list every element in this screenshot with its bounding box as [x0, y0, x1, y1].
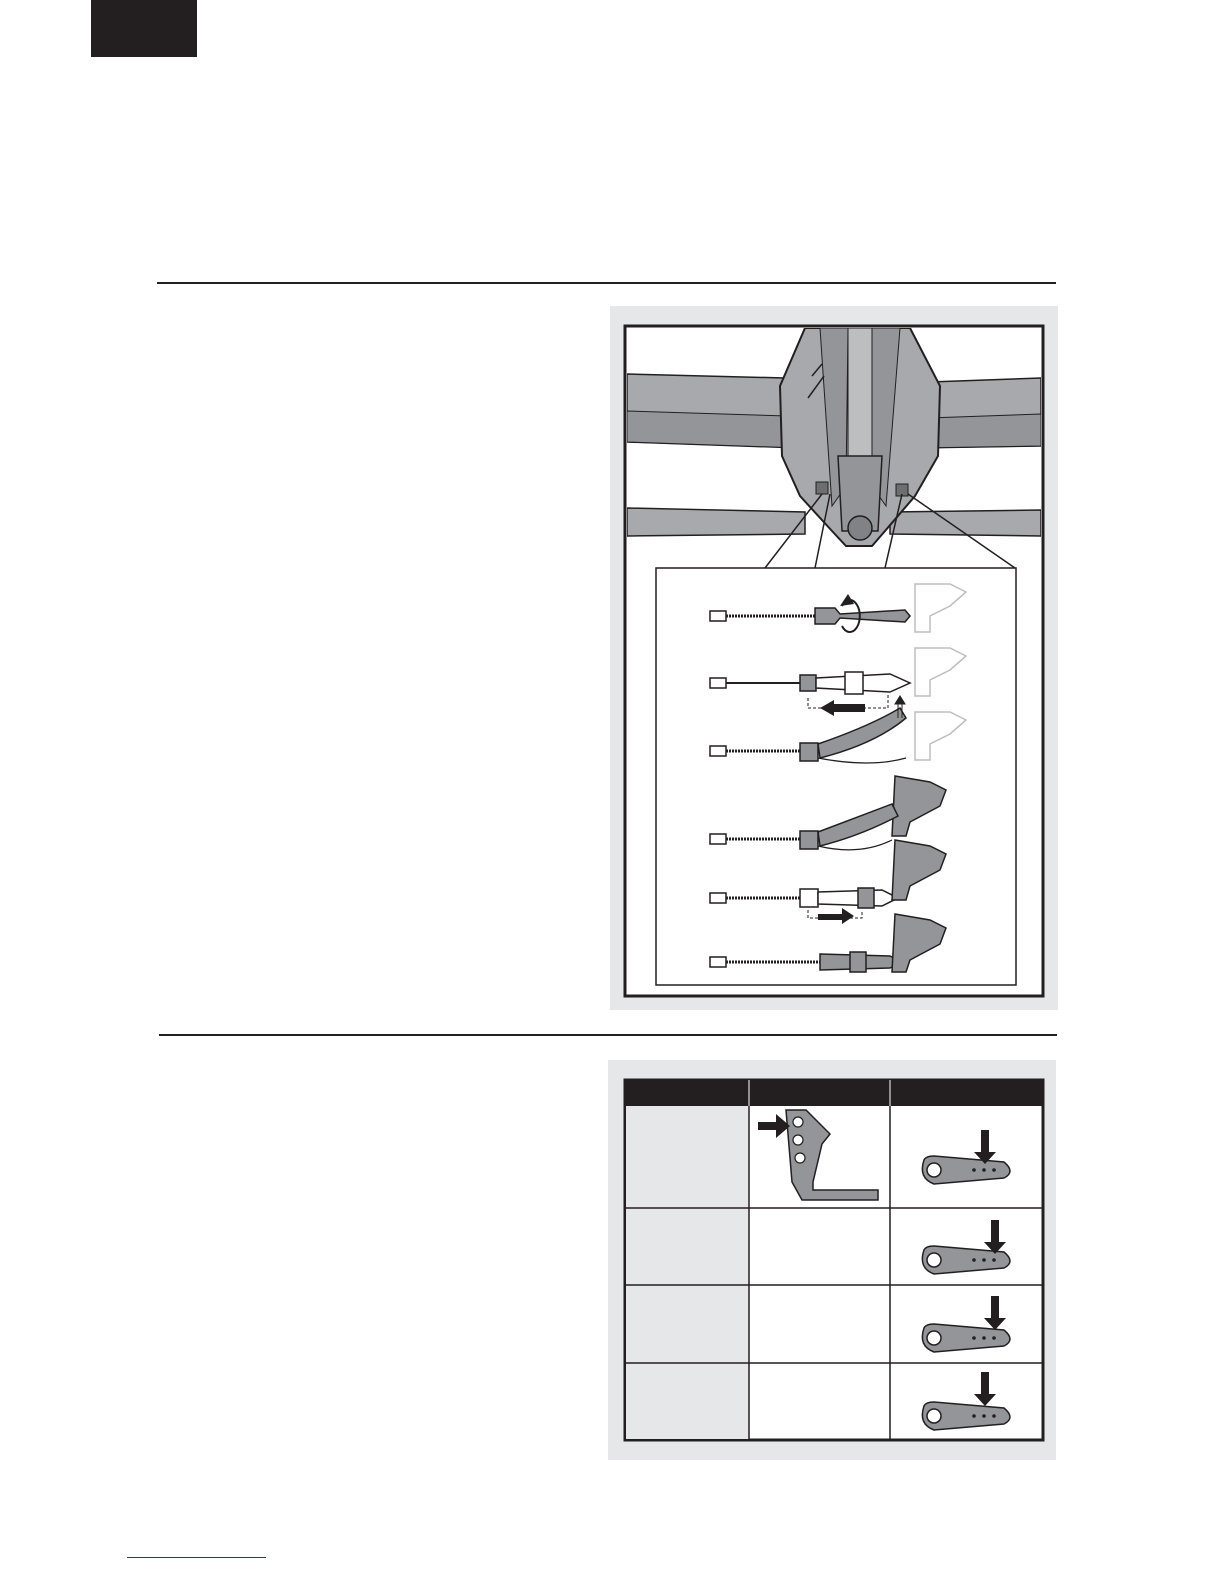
section-divider-middle	[159, 1034, 1057, 1036]
table-first-column	[626, 1106, 749, 1439]
horn-settings-table	[608, 1060, 1056, 1460]
table-header	[625, 1080, 1043, 1106]
pushrod-figure-panel	[610, 306, 1058, 1010]
footer-link-underline	[127, 1557, 266, 1558]
section-divider-top	[157, 282, 1056, 284]
airplane-underside-view	[627, 328, 1041, 985]
horn-settings-panel	[608, 1060, 1056, 1460]
pushrod-figure	[610, 306, 1058, 1010]
page-section-tab	[91, 0, 197, 57]
